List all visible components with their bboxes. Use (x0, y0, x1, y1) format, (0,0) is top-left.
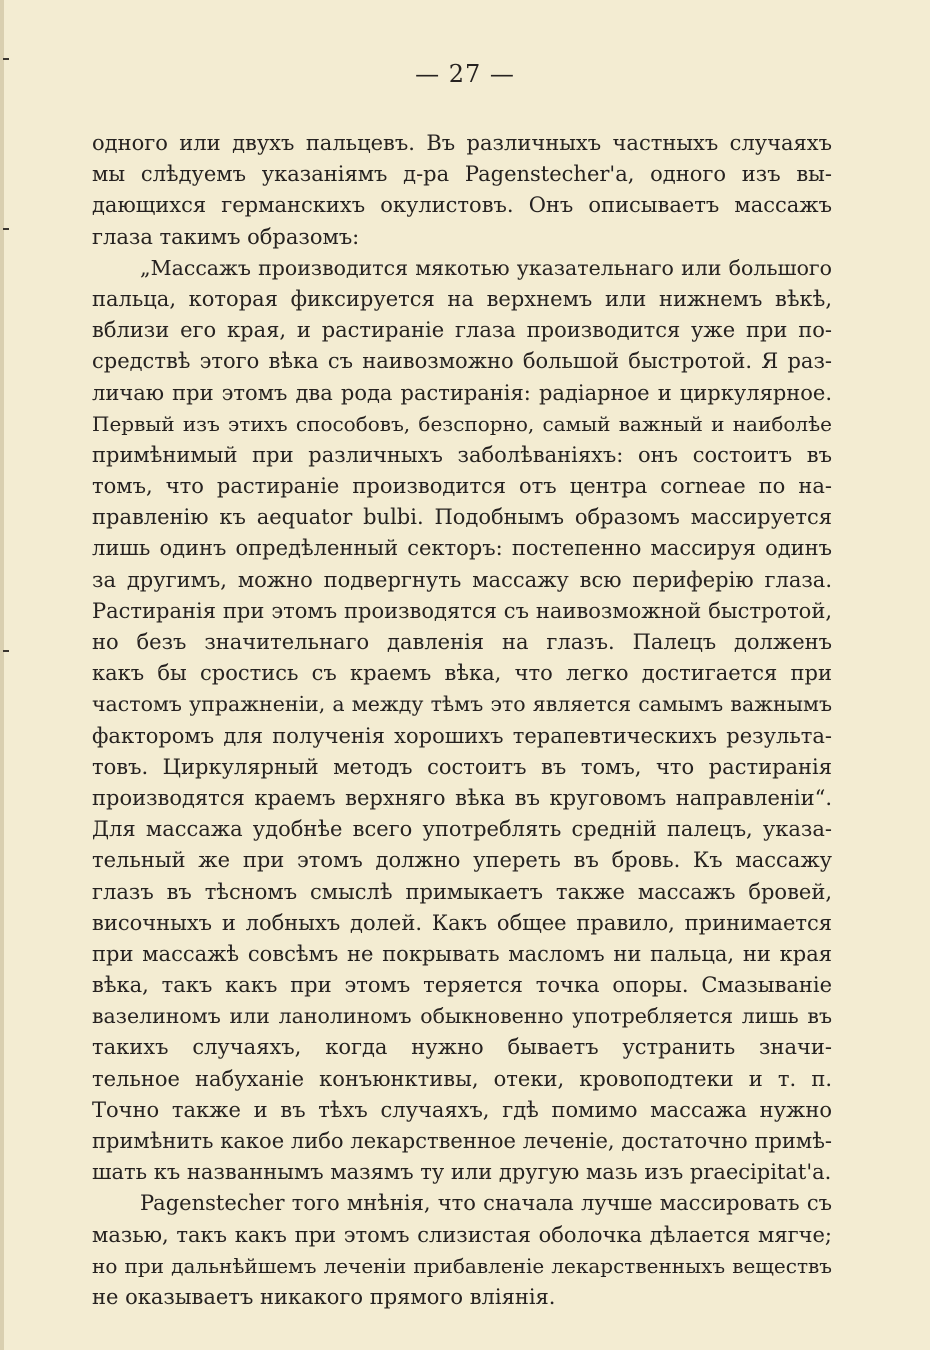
text-line: глазъ въ тѣсномъ смыслѣ примыкаетъ также массажъ бровей, (92, 879, 832, 904)
text-line: вѣка, такъ какъ при этомъ теряется точка опоры. Смазываніе (92, 973, 832, 998)
text-line: производятся краемъ верхняго вѣка въ круговомъ направленіи“. (92, 785, 832, 810)
text-line: какъ бы сростись съ краемъ вѣка, что легко достигается при (92, 661, 832, 686)
text-line: средствѣ этого вѣка съ наивозможно большой быстротой. Я раз- (92, 349, 832, 374)
text-line: товъ. Циркулярный методъ состоитъ въ томъ, что растиранія (92, 754, 832, 779)
body-text (92, 128, 832, 1313)
text-line: Pagenstecher того мнѣнія, что сначала лучше массировать съ (140, 1191, 832, 1216)
text-line: факторомъ для полученія хорошихъ терапевтическихъ результа- (92, 723, 832, 748)
text-line: тельное набуханіе конъюнктивы, отеки, кровоподтеки и т. п. (92, 1066, 832, 1091)
text-line: при массажѣ совсѣмъ не покрывать масломъ ни пальца, ни края (92, 941, 832, 966)
text-line: Растиранія при этомъ производятся съ наивозможной быстротой, (92, 598, 832, 623)
page-left-edge (0, 0, 4, 1350)
text-line: „Массажъ производится мякотью указательнаго или большого (140, 255, 832, 280)
edge-mark (3, 228, 9, 230)
text-line: вазелиномъ или ланолиномъ обыкновенно употребляется лишь въ (92, 1004, 832, 1029)
text-line: правленію къ aequator bulbi. Подобнымъ образомъ массируется (92, 505, 832, 530)
text-line: одного или двухъ пальцевъ. Въ различныхъ частныхъ случаяхъ (92, 131, 832, 155)
text-line: шать къ названнымъ мазямъ ту или другую мазь изъ praecipitat'а. (92, 1160, 832, 1185)
text-line: частомъ упражненіи, а между тѣмъ это является самымъ важнымъ (92, 692, 832, 717)
text-line: дающихся германскихъ окулистовъ. Онъ описываетъ массажъ (92, 193, 832, 218)
text-line: Для массажа удобнѣе всего употреблять средній палецъ, указа- (92, 817, 832, 842)
text-line: примѣнить какое либо лекарственное леченіе, достаточно примѣ- (92, 1129, 832, 1153)
edge-mark (3, 650, 9, 652)
text-line: мы слѣдуемъ указаніямъ д-ра Pagenstecher'а, одного изъ вы- (92, 162, 832, 187)
text-line: но безъ значительнаго давленія на глазъ. Палецъ долженъ (92, 630, 832, 654)
text-line: вблизи его края, и растираніе глаза производится уже при по- (92, 318, 832, 343)
text-line: лишь одинъ опредѣленный секторъ: постепенно массируя одинъ (92, 536, 832, 561)
text-line: тельный же при этомъ должно упереть въ бровь. Къ массажу (92, 848, 832, 873)
text-line: но при дальнѣйшемъ леченіи прибавленіе лекарственныхъ веществъ (92, 1253, 832, 1278)
text-line: глаза такимъ образомъ: (92, 224, 360, 249)
text-line: такихъ случаяхъ, когда нужно бываетъ устранить значи- (92, 1035, 832, 1060)
text-line: томъ, что растираніе производится отъ центра corneae по на- (92, 474, 832, 499)
text-line: личаю при этомъ два рода растиранія: радіарное и циркулярное. (92, 380, 832, 405)
text-line: Точно также и въ тѣхъ случаяхъ, гдѣ помимо массажа нужно (92, 1097, 832, 1122)
text-line: пальца, которая фиксируется на верхнемъ или нижнемъ вѣкѣ, (92, 286, 832, 311)
text-line: примѣнимый при различныхъ заболѣваніяхъ: онъ состоитъ въ (92, 442, 832, 467)
text-line: за другимъ, можно подвергнуть массажу всю периферію глаза. (92, 567, 832, 592)
text-line: височныхъ и лобныхъ долей. Какъ общее правило, принимается (92, 910, 832, 935)
text-line: не оказываетъ никакого прямого вліянія. (92, 1284, 556, 1309)
page-number: — 27 — (415, 60, 515, 88)
text-line: Первый изъ этихъ способовъ, безспорно, самый важный и наиболѣе (92, 411, 832, 436)
text-line: мазью, такъ какъ при этомъ слизистая оболочка дѣлается мягче; (92, 1222, 832, 1247)
